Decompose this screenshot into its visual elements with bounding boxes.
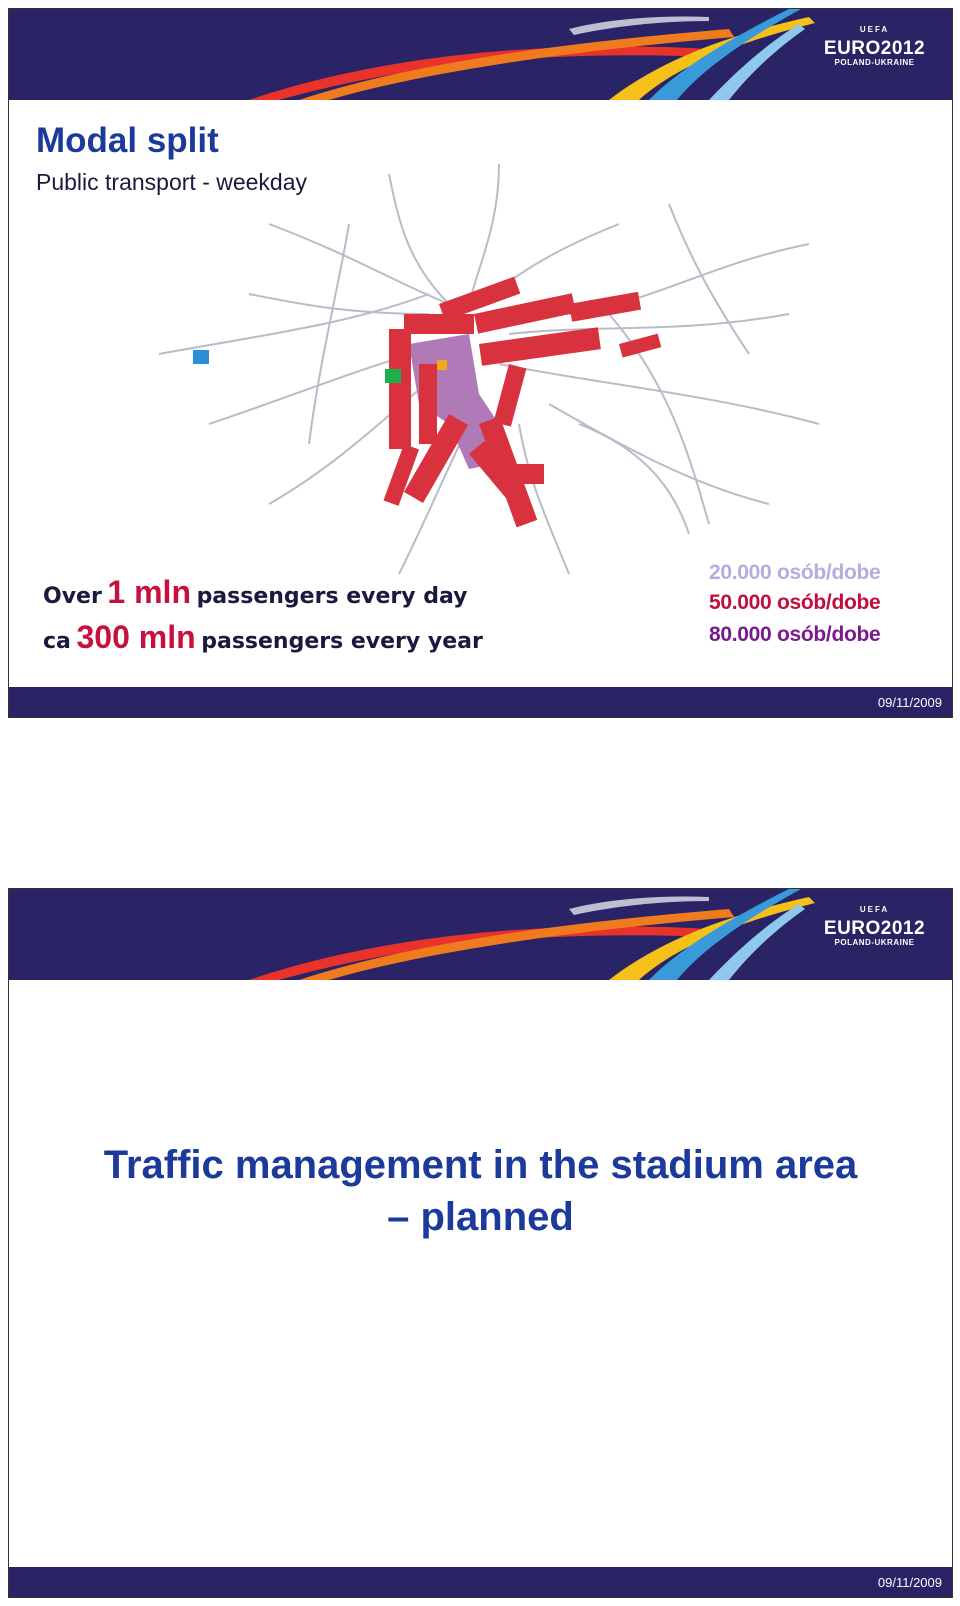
slide-title (9, 1139, 952, 1243)
slide-title-line2: – planned (387, 1195, 574, 1239)
header-banner (9, 9, 952, 100)
legend-item-20000: 20.000 osób/dobe (709, 561, 881, 584)
euro2012-logo (817, 23, 932, 87)
slide-title-line1: Traffic management in the stadium area (103, 1143, 858, 1187)
logo-subtext: POLAND-UKRAINE (834, 938, 915, 947)
logo-subtext: POLAND-UKRAINE (834, 58, 915, 67)
footer-date: 09/11/2009 (877, 695, 942, 710)
slide-traffic-management (8, 888, 953, 1598)
footer-date: 09/11/2009 (877, 1575, 942, 1590)
legend-item-50000: 50.000 osób/dobe (709, 591, 881, 614)
transport-map (149, 164, 829, 584)
footer-bar (9, 687, 952, 717)
footer-bar (9, 1567, 952, 1597)
stat2-suffix: passengers every year (201, 629, 483, 654)
logo-uefa-text: UEFA (859, 905, 890, 914)
header-banner (9, 889, 952, 980)
stat2-prefix: ca (43, 629, 71, 654)
logo-euro-text: EURO2012 (823, 918, 926, 939)
euro2012-logo (817, 903, 932, 967)
slide-subtitle: Public transport - weekday (36, 169, 308, 195)
logo-uefa-text: UEFA (859, 25, 890, 34)
legend-item-80000: 80.000 osób/dobe (709, 623, 881, 646)
stat-yearly-passengers (43, 619, 483, 656)
stat1-suffix: passengers every day (196, 584, 468, 609)
stat1-value: 1 mln (107, 574, 191, 610)
logo-euro-text: EURO2012 (823, 38, 926, 59)
slide-modal-split (8, 8, 953, 718)
stat1-prefix: Over (43, 584, 102, 609)
stat-daily-passengers (43, 574, 468, 611)
stat2-value: 300 mln (76, 619, 196, 655)
slide-title: Modal split (36, 121, 219, 160)
